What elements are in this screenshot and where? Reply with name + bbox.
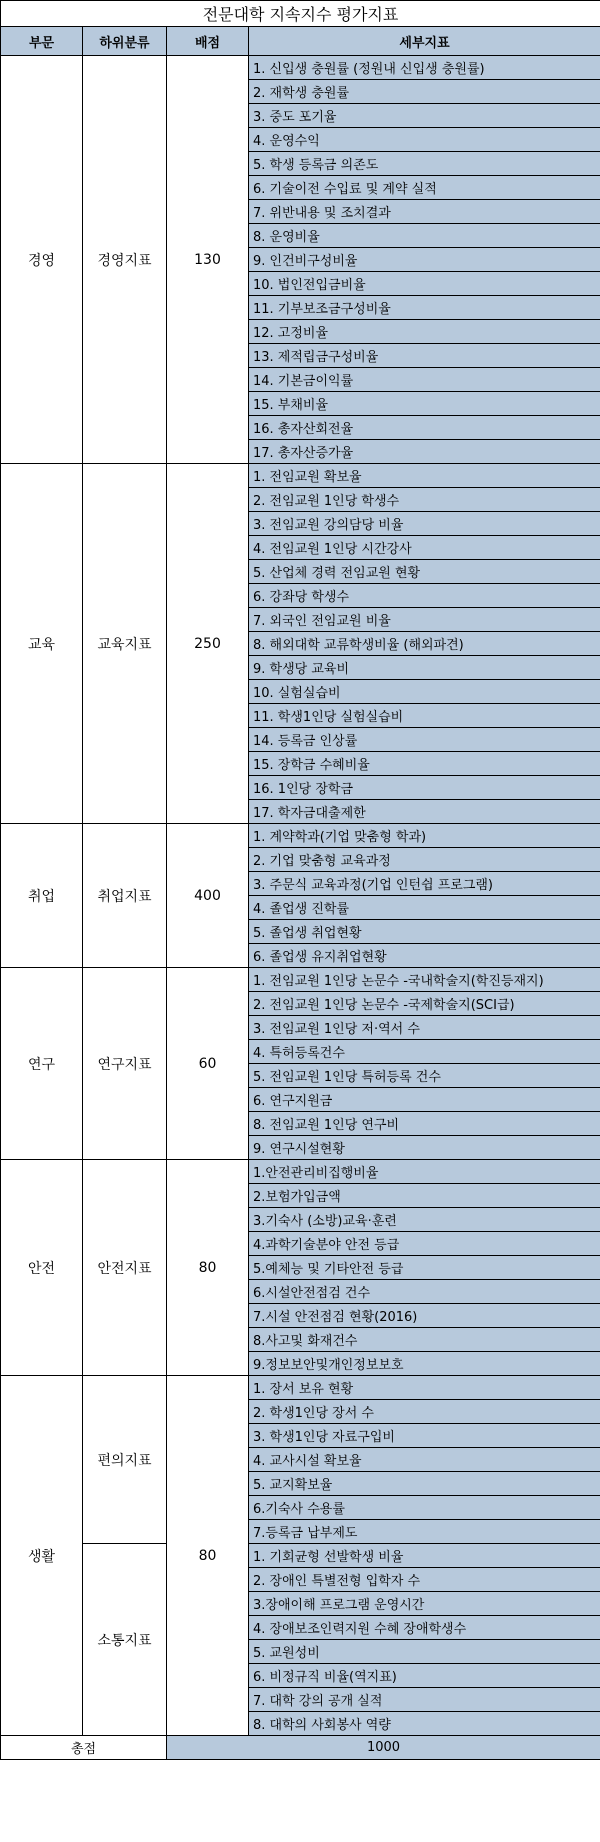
detail-item: 2. 재학생 충원률 — [249, 80, 600, 104]
detail-item: 1. 기회균형 선발학생 비율 — [249, 1544, 600, 1568]
detail-item: 3.기숙사 (소방)교육·훈련 — [249, 1208, 600, 1232]
table-title: 전문대학 지속지수 평가지표 — [1, 1, 600, 27]
category-cell: 안전 — [1, 1160, 83, 1376]
detail-item: 1. 신입생 충원률 (정원내 신입생 충원률) — [249, 56, 600, 80]
detail-item: 6.기숙사 수용률 — [249, 1496, 600, 1520]
detail-item: 8.사고및 화재건수 — [249, 1328, 600, 1352]
detail-item: 6. 연구지원금 — [249, 1088, 600, 1112]
detail-item: 9. 학생당 교육비 — [249, 656, 600, 680]
detail-item: 9. 연구시설현황 — [249, 1136, 600, 1160]
subcategory-cell: 연구지표 — [83, 968, 167, 1160]
category-cell: 생활 — [1, 1376, 83, 1736]
total-value: 1000 — [167, 1736, 600, 1760]
category-cell: 연구 — [1, 968, 83, 1160]
detail-item: 2. 학생1인당 장서 수 — [249, 1400, 600, 1424]
table-row — [1, 464, 600, 488]
detail-item: 3. 주문식 교육과정(기업 인턴쉽 프로그램) — [249, 872, 600, 896]
detail-item: 7.시설 안전점검 현황(2016) — [249, 1304, 600, 1328]
subcategory-cell: 교육지표 — [83, 464, 167, 824]
detail-item: 7. 대학 강의 공개 실적 — [249, 1688, 600, 1712]
detail-item: 6.시설안전점검 건수 — [249, 1280, 600, 1304]
detail-item: 16. 총자산회전율 — [249, 416, 600, 440]
detail-item: 5. 학생 등록금 의존도 — [249, 152, 600, 176]
detail-item: 8. 운영비율 — [249, 224, 600, 248]
detail-item: 2. 전임교원 1인당 논문수 -국제학술지(SCI급) — [249, 992, 600, 1016]
total-label: 총점 — [1, 1736, 167, 1760]
detail-item: 17. 총자산증가율 — [249, 440, 600, 464]
detail-item: 6. 비정규직 비율(역지표) — [249, 1664, 600, 1688]
table-row — [1, 1160, 600, 1184]
table-row — [1, 968, 600, 992]
subcategory-cell: 안전지표 — [83, 1160, 167, 1376]
detail-item: 15. 부채비율 — [249, 392, 600, 416]
detail-item: 3.장애이해 프로그램 운영시간 — [249, 1592, 600, 1616]
detail-item: 6. 졸업생 유지취업현황 — [249, 944, 600, 968]
detail-item: 12. 고정비율 — [249, 320, 600, 344]
detail-item: 8. 대학의 사회봉사 역량 — [249, 1712, 600, 1736]
detail-item: 16. 1인당 장학금 — [249, 776, 600, 800]
detail-item: 6. 강좌당 학생수 — [249, 584, 600, 608]
score-cell: 80 — [167, 1160, 249, 1376]
table-row — [1, 1544, 600, 1568]
title-row — [1, 1, 600, 27]
detail-item: 17. 학자금대출제한 — [249, 800, 600, 824]
table-row — [1, 824, 600, 848]
subcategory-cell: 소통지표 — [83, 1544, 167, 1736]
table-row — [1, 1376, 600, 1400]
detail-item: 1. 전임교원 확보율 — [249, 464, 600, 488]
detail-item: 8. 해외대학 교류학생비율 (해외파견) — [249, 632, 600, 656]
header-category: 부문 — [1, 27, 83, 56]
detail-item: 2. 전임교원 1인당 학생수 — [249, 488, 600, 512]
header-row — [1, 27, 600, 56]
detail-item: 3. 중도 포기율 — [249, 104, 600, 128]
detail-item: 2. 기업 맞춤형 교육과정 — [249, 848, 600, 872]
category-cell: 경영 — [1, 56, 83, 464]
detail-item: 14. 기본금이익률 — [249, 368, 600, 392]
detail-item: 5. 졸업생 취업현황 — [249, 920, 600, 944]
score-cell: 60 — [167, 968, 249, 1160]
header-subcategory: 하위분류 — [83, 27, 167, 56]
detail-item: 14. 등록금 인상률 — [249, 728, 600, 752]
detail-item: 1. 계약학과(기업 맞춤형 학과) — [249, 824, 600, 848]
detail-item: 2. 장애인 특별전형 입학자 수 — [249, 1568, 600, 1592]
header-detail: 세부지표 — [249, 27, 600, 56]
detail-item: 11. 학생1인당 실험실습비 — [249, 704, 600, 728]
detail-item: 15. 장학금 수혜비율 — [249, 752, 600, 776]
subcategory-cell: 편의지표 — [83, 1376, 167, 1544]
detail-item: 10. 실험실습비 — [249, 680, 600, 704]
detail-item: 7. 외국인 전임교원 비율 — [249, 608, 600, 632]
score-cell: 250 — [167, 464, 249, 824]
detail-item: 5.예체능 및 기타안전 등급 — [249, 1256, 600, 1280]
detail-item: 4. 운영수익 — [249, 128, 600, 152]
detail-item: 6. 기술이전 수입료 및 계약 실적 — [249, 176, 600, 200]
detail-item: 2.보험가입금액 — [249, 1184, 600, 1208]
detail-item: 5. 교원성비 — [249, 1640, 600, 1664]
detail-item: 4. 교사시설 확보율 — [249, 1448, 600, 1472]
category-cell: 취업 — [1, 824, 83, 968]
detail-item: 4. 특허등록건수 — [249, 1040, 600, 1064]
detail-item: 7.등록금 납부제도 — [249, 1520, 600, 1544]
subcategory-cell: 경영지표 — [83, 56, 167, 464]
detail-item: 9. 인건비구성비율 — [249, 248, 600, 272]
detail-item: 11. 기부보조금구성비율 — [249, 296, 600, 320]
detail-item: 4. 전임교원 1인당 시간강사 — [249, 536, 600, 560]
detail-item: 4. 졸업생 진학률 — [249, 896, 600, 920]
score-cell: 80 — [167, 1376, 249, 1736]
header-score: 배점 — [167, 27, 249, 56]
detail-item: 9.정보보안및개인정보보호 — [249, 1352, 600, 1376]
table-row — [1, 56, 600, 80]
detail-item: 1. 장서 보유 현황 — [249, 1376, 600, 1400]
detail-item: 3. 전임교원 1인당 저·역서 수 — [249, 1016, 600, 1040]
detail-item: 13. 제적립금구성비율 — [249, 344, 600, 368]
detail-item: 4. 장애보조인력지원 수혜 장애학생수 — [249, 1616, 600, 1640]
category-cell: 교육 — [1, 464, 83, 824]
score-cell: 400 — [167, 824, 249, 968]
detail-item: 7. 위반내용 및 조치결과 — [249, 200, 600, 224]
detail-item: 1.안전관리비집행비율 — [249, 1160, 600, 1184]
detail-item: 8. 전임교원 1인당 연구비 — [249, 1112, 600, 1136]
detail-item: 5. 교지확보율 — [249, 1472, 600, 1496]
detail-item: 3. 학생1인당 자료구입비 — [249, 1424, 600, 1448]
score-cell: 130 — [167, 56, 249, 464]
total-row — [1, 1736, 600, 1760]
detail-item: 5. 산업체 경력 전임교원 현황 — [249, 560, 600, 584]
detail-item: 3. 전임교원 강의담당 비율 — [249, 512, 600, 536]
detail-item: 1. 전임교원 1인당 논문수 -국내학술지(학진등재지) — [249, 968, 600, 992]
detail-item: 4.과학기술분야 안전 등급 — [249, 1232, 600, 1256]
detail-item: 10. 법인전입금비율 — [249, 272, 600, 296]
subcategory-cell: 취업지표 — [83, 824, 167, 968]
detail-item: 5. 전임교원 1인당 특허등록 건수 — [249, 1064, 600, 1088]
